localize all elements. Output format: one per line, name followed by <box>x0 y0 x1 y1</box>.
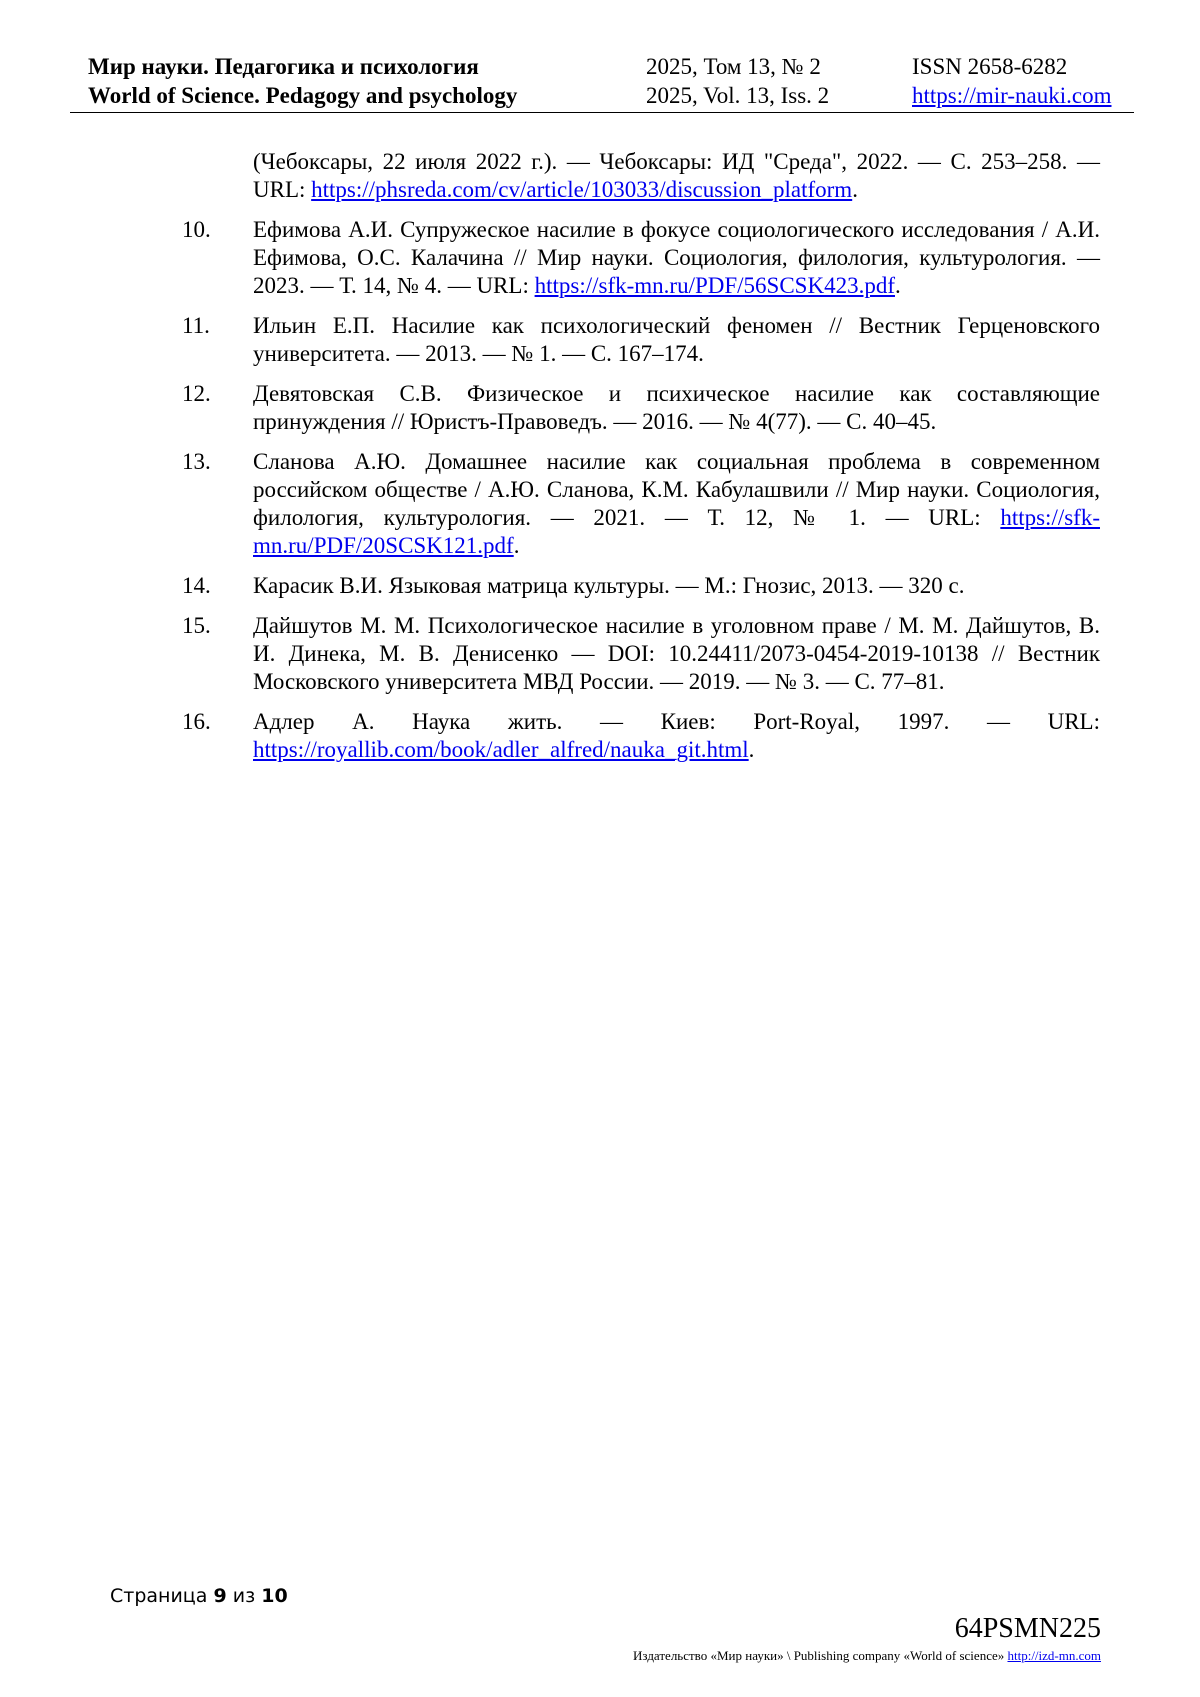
reference-number: 15. <box>182 613 211 638</box>
header-row-en <box>88 81 1124 110</box>
publisher-line <box>633 1648 1101 1664</box>
page-prefix: Страница <box>110 1585 208 1607</box>
reference-trailing-punct: . <box>894 273 901 298</box>
volume-issue-ru: 2025, Том 13, № 2 <box>646 54 821 79</box>
reference-link[interactable]: https://sfk-mn.ru/PDF/20SCSK121.pdf <box>253 505 1100 558</box>
running-header <box>88 52 1124 110</box>
header-divider <box>70 112 1134 113</box>
reference-text: Дайшутов М. М. Психологическое насилие в уголовном праве / М. М. Дайшутов, В. И. Динека, М. В. Денисенко — DOI: 10.24411/2073-0454-2019-10138 // Вестник Московского университета МВД России. — 2019. — № 3. — С. 77–81. <box>253 613 1100 694</box>
reference-text: Ефимова А.И. Супружеское насилие в фокусе социологического исследования / А.И. Ефимова, О.С. Калачина // Мир науки. Социология, филология, культурология. — 2023. — Т. 14, № 4. — URL: <box>253 217 1100 298</box>
page-counter <box>110 1585 288 1607</box>
reference-item <box>182 708 1100 764</box>
journal-title-en: World of Science. Pedagogy and psychology <box>88 83 518 108</box>
reference-link[interactable]: https://sfk-mn.ru/PDF/56SCSK423.pdf <box>534 273 895 298</box>
reference-body <box>253 448 1100 560</box>
reference-body <box>253 148 1100 204</box>
reference-body <box>253 708 1100 764</box>
reference-trailing-punct: . <box>748 737 755 762</box>
reference-item <box>182 148 1100 204</box>
reference-number <box>182 148 253 204</box>
reference-item <box>182 216 1100 300</box>
journal-title-ru: Мир науки. Педагогика и психология <box>88 54 479 79</box>
publisher-link[interactable]: http://izd-mn.com <box>1007 1648 1101 1663</box>
reference-number: 10. <box>182 217 211 242</box>
page-current: 9 <box>213 1585 227 1607</box>
article-code: 64PSMN225 <box>954 1613 1101 1644</box>
reference-link[interactable]: https://phsreda.com/cv/article/103033/discussion_platform <box>311 177 853 202</box>
reference-text: Карасик В.И. Языковая матрица культуры. — М.: Гнозис, 2013. — 320 с. <box>253 573 965 598</box>
reference-text: Девятовская С.В. Физическое и психическое насилие как составляющие принуждения // Юристъ-Правоведъ. — 2016. — № 4(77). — С. 40–45. <box>253 381 1100 434</box>
reference-body <box>253 216 1100 300</box>
publisher-name: Издательство «Мир науки» \ Publishing company «World of science» <box>633 1648 1005 1663</box>
reference-item <box>182 572 1100 600</box>
reference-text: Адлер А. Наука жить. — Киев: Port-Royal, 1997. — URL: <box>253 709 1100 734</box>
reference-item <box>182 448 1100 560</box>
page-total: 10 <box>261 1585 288 1607</box>
reference-text: (Чебоксары, 22 июля 2022 г.). — Чебоксары: ИД "Среда", 2022. — С. 253–258. — URL: <box>253 149 1100 202</box>
reference-text: Сланова А.Ю. Домашнее насилие как социальная проблема в современном российском обществе / А.Ю. Сланова, К.М. Кабулашвили // Мир науки. Социология, филология, культурология. — 2021. — Т. 12, № 1. — URL: <box>253 449 1100 530</box>
reference-list <box>182 148 1100 776</box>
journal-site-link[interactable]: https://mir-nauki.com <box>912 83 1112 108</box>
volume-issue-en: 2025, Vol. 13, Iss. 2 <box>646 83 830 108</box>
reference-number: 13. <box>182 449 211 474</box>
reference-item <box>182 612 1100 696</box>
reference-trailing-punct: . <box>852 177 858 202</box>
header-row-ru <box>88 52 1124 81</box>
reference-item <box>182 380 1100 436</box>
reference-link[interactable]: https://royallib.com/book/adler_alfred/nauka_git.html <box>253 737 749 762</box>
reference-number: 12. <box>182 381 211 406</box>
reference-number: 11. <box>182 313 210 338</box>
reference-body <box>253 380 1100 436</box>
reference-number: 16. <box>182 709 211 734</box>
reference-trailing-punct: . <box>513 533 520 558</box>
reference-item <box>182 312 1100 368</box>
reference-number: 14. <box>182 573 211 598</box>
reference-body <box>253 612 1100 696</box>
reference-body <box>253 312 1100 368</box>
reference-body <box>253 572 1100 600</box>
reference-text: Ильин Е.П. Насилие как психологический феномен // Вестник Герценовского университета. — 2013. — № 1. — С. 167–174. <box>253 313 1100 366</box>
issn: ISSN 2658-6282 <box>912 54 1068 79</box>
page-separator: из <box>232 1585 256 1607</box>
